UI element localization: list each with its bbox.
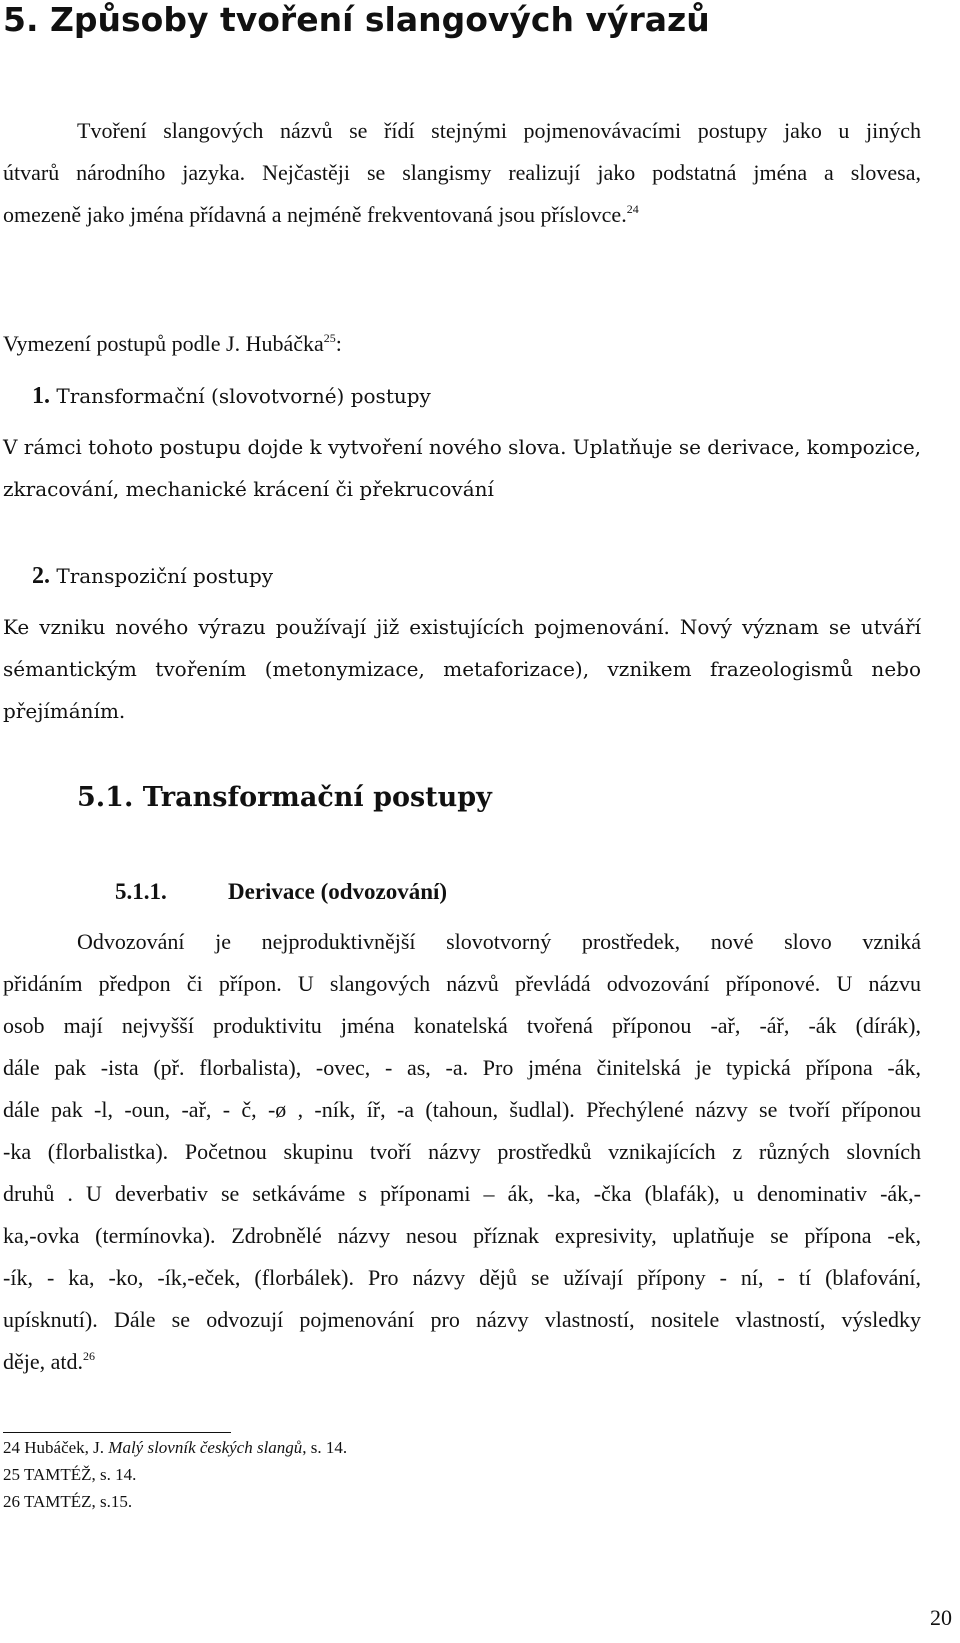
subsection-number: 5.1.1. xyxy=(115,879,167,904)
item-1-heading xyxy=(32,383,431,410)
intro-line-3 xyxy=(3,194,921,236)
footnote-25-num: 25 xyxy=(3,1465,20,1484)
item-1-paragraph xyxy=(3,426,921,510)
footnote-24-pre: Hubáček, J. xyxy=(24,1438,109,1457)
footnote-24-title: Malý slovník českých slangů xyxy=(108,1438,303,1457)
item-2-line-3: přejímáním. xyxy=(3,699,126,723)
section-heading: 5.1. Transformační postupy xyxy=(77,782,492,813)
footnote-24-num: 24 xyxy=(3,1438,20,1457)
body-line-8: ka,-ovka (termínovka). Zdrobnělé názvy nesou příznak expresivity, uplatňuje se přípona -ek, xyxy=(3,1223,921,1248)
derivation-paragraph xyxy=(3,921,921,1383)
body-line-11-text: děje, atd. xyxy=(3,1349,84,1374)
item-2-title: Transpoziční postupy xyxy=(56,564,274,588)
item-2-line-2: sémantickým tvořením (metonymizace, metaforizace), vznikem frazeologismů nebo xyxy=(3,657,921,681)
footnote-25-text: TAMTÉŽ, s. 14. xyxy=(23,1465,137,1484)
footnote-26-num: 26 xyxy=(3,1492,20,1511)
body-line-4: dále pak -ista (př. florbalista), -ovec, - as, -a. Pro jména činitelská je typická přípona -ák, xyxy=(3,1055,921,1080)
page-number: 20 xyxy=(930,1605,952,1630)
body-line-3: osob mají nejvyšší produktivitu jména konatelská tvořená příponou -ař, -ář, -ák (dírák), xyxy=(3,1013,921,1038)
body-line-7: druhů . U deverbativ se setkáváme s příponami – ák, -ka, -čka (blafák), u denominativ -ák,- xyxy=(3,1181,921,1206)
body-line-5: dále pak -l, -oun, -ař, - č, -ø , -ník, íř, -a (tahoun, šudlal). Přechýlené názvy se tvoří příponou xyxy=(3,1097,921,1122)
footnote-ref-24: 24 xyxy=(626,202,639,216)
item-1-title: Transformační (slovotvorné) postupy xyxy=(56,384,431,408)
footnote-ref-26: 26 xyxy=(83,1349,96,1363)
footnote-25 xyxy=(3,1465,136,1485)
footnote-26 xyxy=(3,1492,132,1512)
body-line-2: přidáním předpon či přípon. U slangových názvů převládá odvozování příponové. U názvu xyxy=(3,971,921,996)
item-2-number: 2. xyxy=(32,563,50,589)
intro-line-2: útvarů národního jazyka. Nejčastěji se slangismy realizují jako podstatná jména a slovesa, xyxy=(3,160,921,185)
subsection-title: Derivace (odvozování) xyxy=(228,879,448,904)
item-2-heading xyxy=(32,563,273,590)
methods-colon: : xyxy=(335,331,342,356)
footnote-ref-25: 25 xyxy=(323,331,336,345)
methods-label-text: Vymezení postupů podle J. Hubáčka xyxy=(3,331,324,356)
footnote-26-text: TAMTÉZ, s.15. xyxy=(23,1492,133,1511)
item-1-number: 1. xyxy=(32,383,50,409)
item-2-paragraph xyxy=(3,606,921,732)
intro-paragraph xyxy=(3,110,921,236)
body-line-1: Odvozování je nejproduktivnější slovotvorný prostředek, nové slovo vzniká xyxy=(77,929,921,954)
body-line-11 xyxy=(3,1341,921,1383)
item-1-line-2: zkracování, mechanické krácení či překrucování xyxy=(3,477,494,501)
body-line-9: -ík, - ka, -ko, -ík,-eček, (florbálek). Pro názvy dějů se užívají přípony - ní, - tí (blafování, xyxy=(3,1265,921,1290)
footnote-24 xyxy=(3,1438,347,1458)
footnote-divider xyxy=(3,1432,231,1433)
intro-line-3-text: omezeně jako jména přídavná a nejméně frekventovaná jsou příslovce. xyxy=(3,202,627,227)
item-2-line-1: Ke vzniku nového výrazu používají již existujících pojmenování. Nový význam se utváří xyxy=(3,615,921,639)
methods-label xyxy=(3,331,342,357)
body-line-6: -ka (florbalistka). Početnou skupinu tvoří názvy prostředků vznikajících z různých slovních xyxy=(3,1139,921,1164)
intro-line-1: Tvoření slangových názvů se řídí stejnými pojmenovávacími postupy jako u jiných xyxy=(77,118,921,143)
footnote-24-post: , s. 14. xyxy=(302,1438,348,1457)
chapter-heading: 5. Způsoby tvoření slangových výrazů xyxy=(3,0,710,39)
item-1-line-1: V rámci tohoto postupu dojde k vytvoření nového slova. Uplatňuje se derivace, kompozice, xyxy=(3,435,921,459)
body-line-10: upísknutí). Dále se odvozují pojmenování pro názvy vlastností, nositele vlastností, výsledky xyxy=(3,1307,921,1332)
